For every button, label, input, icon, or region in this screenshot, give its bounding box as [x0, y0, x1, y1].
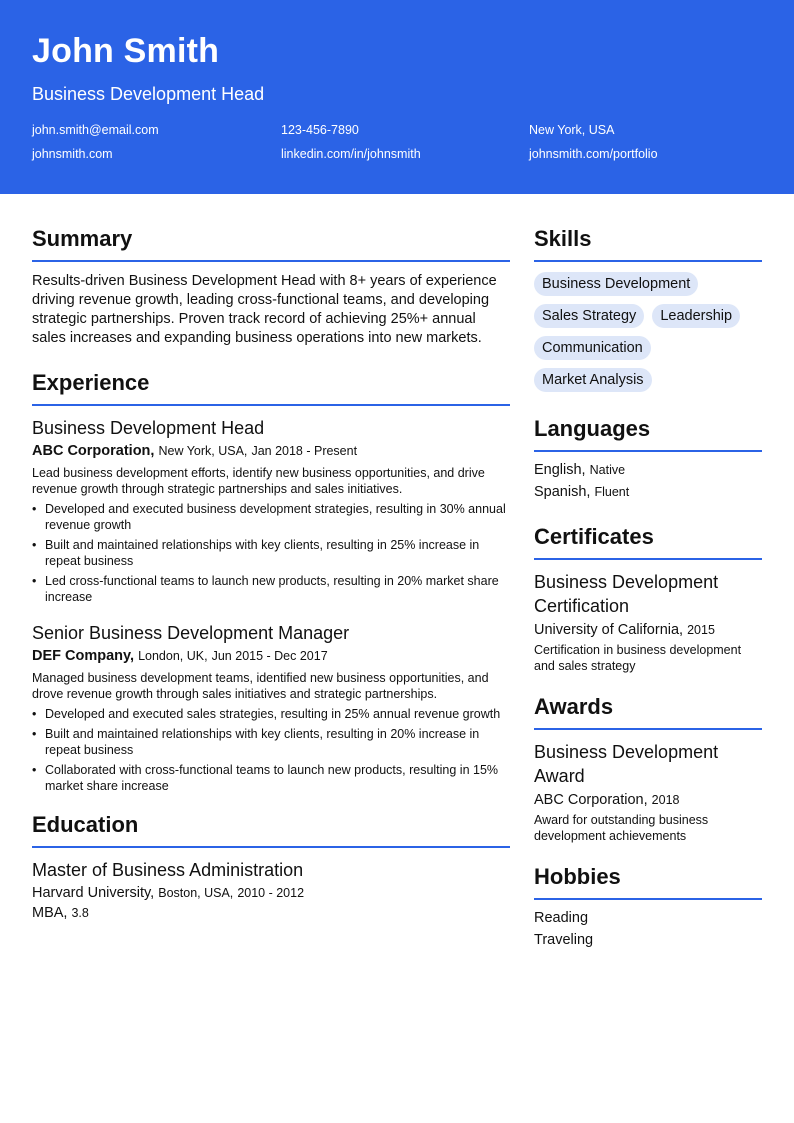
hobbies-heading: Hobbies [534, 864, 762, 900]
job-achievements [32, 501, 510, 605]
list-item: • Developed and executed business development strategies, resulting in 30% annual revenue growth [32, 501, 510, 533]
certificate-meta [534, 622, 762, 638]
skill-chip: Sales Strategy [534, 304, 644, 328]
skill-chip: Market Analysis [534, 368, 652, 392]
resume-header [0, 0, 794, 194]
job-dates: Jun 2015 - Dec 2017 [211, 649, 328, 663]
gpa-value: 3.8 [71, 906, 89, 920]
job-description: Managed business development teams, identified new business opportunities, and drove revenue growth through sales initiatives and strategic partnerships. [32, 671, 489, 701]
certificate-description: Certification in business development and sales strategy [534, 643, 742, 673]
language-name: Spanish, [534, 484, 591, 500]
language-name: English, [534, 462, 586, 478]
job-dates: Jan 2018 - Present [251, 444, 358, 458]
job-company: DEF Company, [32, 648, 135, 664]
study-area: MBA, [32, 905, 68, 921]
job-location: New York, USA, [158, 444, 248, 458]
award-year: 2018 [651, 793, 680, 807]
skill-chip: Communication [534, 336, 651, 360]
candidate-name: John Smith [32, 32, 220, 70]
main-column [32, 226, 510, 925]
language-item [534, 462, 762, 478]
education-score [32, 905, 510, 921]
school-location: Boston, USA, [158, 886, 234, 900]
certificates-heading: Certificates [534, 524, 762, 560]
education-dates: 2010 - 2012 [237, 886, 305, 900]
skills-heading: Skills [534, 226, 762, 262]
phone-number: 123-456-7890 [281, 123, 359, 137]
summary-heading: Summary [32, 226, 510, 262]
job-title: Senior Business Development Manager [32, 623, 350, 643]
linkedin-link[interactable]: linkedin.com/in/johnsmith [281, 147, 421, 161]
list-item: • Built and maintained relationships with key clients, resulting in 25% increase in repeat business [32, 537, 510, 569]
skills-list [534, 272, 762, 392]
job-meta [32, 443, 510, 459]
school-name: Harvard University, [32, 885, 155, 901]
language-item [534, 484, 762, 500]
language-level: Fluent [594, 485, 630, 499]
award-description: Award for outstanding business development achievements [534, 813, 709, 843]
hobby-item: Reading [534, 910, 589, 926]
experience-heading: Experience [32, 370, 510, 406]
languages-list [534, 462, 762, 500]
portfolio-link[interactable]: johnsmith.com/portfolio [529, 147, 658, 161]
list-item: • Led cross-functional teams to launch new products, resulting in 20% market share increase [32, 573, 510, 605]
hobby-item: Traveling [534, 932, 594, 948]
skill-chip: Business Development [534, 272, 698, 296]
job-location: London, UK, [138, 649, 208, 663]
certificate-title: Business Development Certification [534, 572, 719, 616]
degree-title: Master of Business Administration [32, 860, 304, 880]
candidate-title: Business Development Head [32, 84, 265, 104]
awards-heading: Awards [534, 694, 762, 730]
job-description: Lead business development efforts, identify new business opportunities, and drive revenue growth through strategic partnerships and sales initiatives. [32, 466, 485, 496]
award-meta [534, 792, 762, 808]
certificate-issuer: University of California, [534, 622, 684, 638]
job-entry [32, 418, 510, 605]
job-meta [32, 648, 510, 664]
summary-text: Results-driven Business Development Head with 8+ years of experience driving revenue growth, leading cross-functional teams, and developing strategic partnerships. Proven track record of achieving 25%+ annual sales increases and expanding business operations into new markets. [32, 273, 497, 346]
skill-chip: Leadership [652, 304, 740, 328]
education-meta [32, 885, 510, 901]
website-link[interactable]: johnsmith.com [32, 147, 113, 161]
language-level: Native [589, 463, 626, 477]
list-item: • Built and maintained relationships with key clients, resulting in 20% increase in repeat business [32, 726, 510, 758]
side-column [534, 226, 762, 954]
list-item: • Developed and executed sales strategies, resulting in 25% annual revenue growth [32, 706, 510, 722]
award-title: Business Development Award [534, 742, 719, 786]
job-achievements [32, 706, 510, 794]
certificate-year: 2015 [687, 623, 715, 637]
list-item: • Collaborated with cross-functional teams to launch new products, resulting in 15% market share increase [32, 762, 510, 794]
job-company: ABC Corporation, [32, 443, 155, 459]
award-issuer: ABC Corporation, [534, 792, 648, 808]
job-entry [32, 623, 510, 794]
languages-heading: Languages [534, 416, 762, 452]
location-text: New York, USA [529, 123, 615, 137]
email-link[interactable]: john.smith@email.com [32, 123, 159, 137]
job-title: Business Development Head [32, 418, 265, 438]
education-heading: Education [32, 812, 510, 848]
